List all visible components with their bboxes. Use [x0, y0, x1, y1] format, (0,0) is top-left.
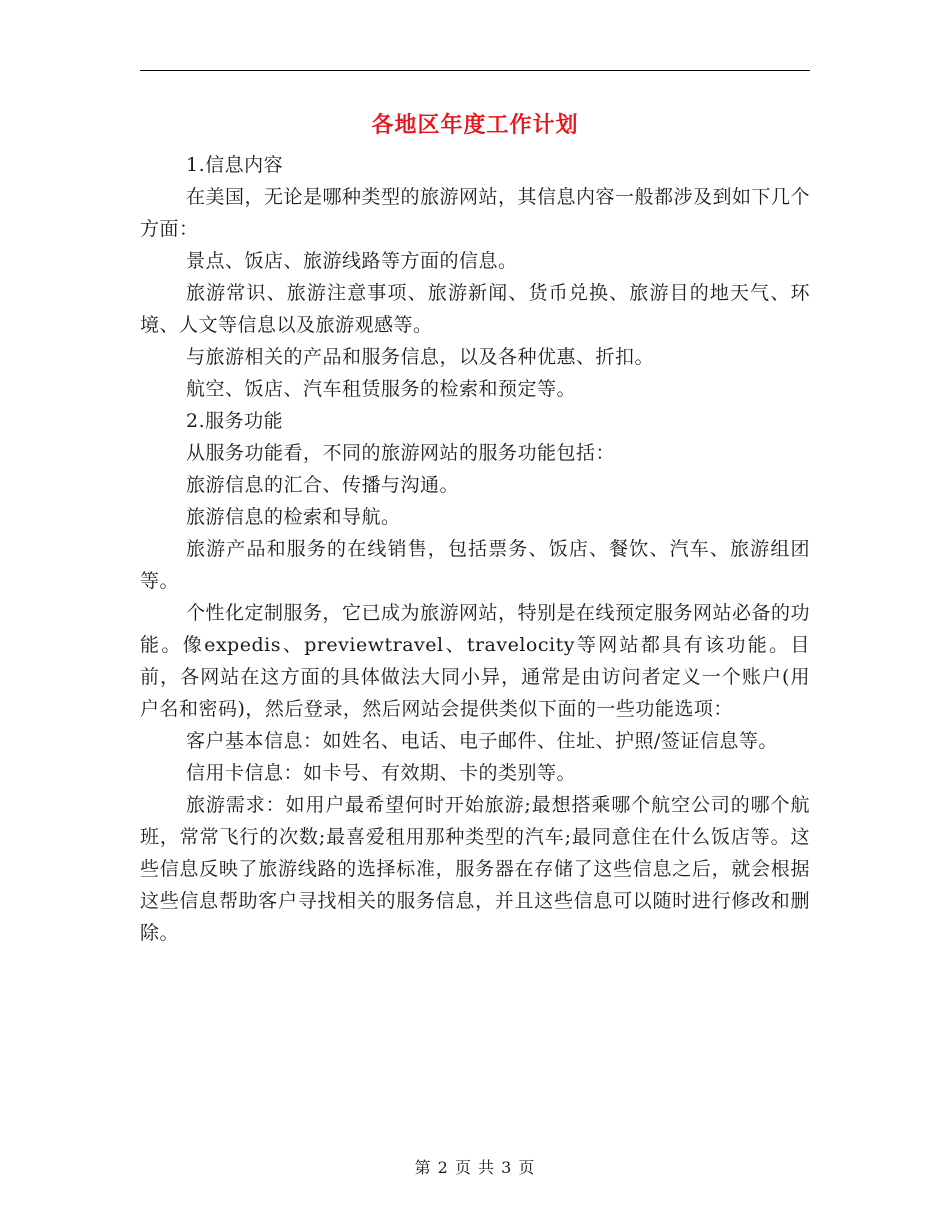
paragraph: 客户基本信息：如姓名、电话、电子邮件、住址、护照/签证信息等。	[186, 730, 778, 752]
document-body	[140, 149, 810, 949]
paragraph: 旅游常识、旅游注意事项、旅游新闻、货币兑换、旅游目的地天气、环境、人文等信息以及旅游观感等。	[140, 282, 810, 336]
page-footer: 第 2 页 共 3 页	[414, 1158, 536, 1177]
paragraph: 旅游需求：如用户最希望何时开始旅游;最想搭乘哪个航空公司的哪个航班，常常飞行的次数;最喜爱租用那种类型的汽车;最同意住在什么饭店等。这些信息反映了旅游线路的选择标准，服务器在存储了这些信息之后，就会根据这些信息帮助客户寻找相关的服务信息，并且这些信息可以随时进行修改和删除。	[140, 794, 810, 944]
paragraph: 从服务功能看，不同的旅游网站的服务功能包括：	[186, 442, 616, 464]
header-rule	[140, 70, 810, 71]
paragraph: 旅游信息的检索和导航。	[186, 506, 401, 528]
paragraph: 航空、饭店、汽车租赁服务的检索和预定等。	[186, 378, 577, 400]
section-heading-service: 2.服务功能	[186, 410, 284, 432]
paragraph: 景点、饭店、旅游线路等方面的信息。	[186, 250, 518, 272]
paragraph: 与旅游相关的产品和服务信息，以及各种优惠、折扣。	[186, 346, 655, 368]
paragraph: 旅游产品和服务的在线销售，包括票务、饭店、餐饮、汽车、旅游组团等。	[140, 538, 810, 592]
document-title: 各地区年度工作计划	[371, 112, 579, 138]
paragraph: 个性化定制服务，它已成为旅游网站，特别是在线预定服务网站必备的功能。像expedis、previewtravel、travelocity等网站都具有该功能。目前，各网站在这方面的具体做法大同小异，通常是由访问者定义一个账户(用户名和密码)，然后登录，然后网站会提供类似下面的一些功能选项：	[140, 602, 811, 720]
paragraph: 旅游信息的汇合、传播与沟通。	[186, 474, 460, 496]
paragraph: 信用卡信息：如卡号、有效期、卡的类别等。	[186, 762, 577, 784]
section-heading-info: 1.信息内容	[186, 154, 284, 176]
paragraph: 在美国，无论是哪种类型的旅游网站，其信息内容一般都涉及到如下几个方面：	[140, 186, 811, 240]
